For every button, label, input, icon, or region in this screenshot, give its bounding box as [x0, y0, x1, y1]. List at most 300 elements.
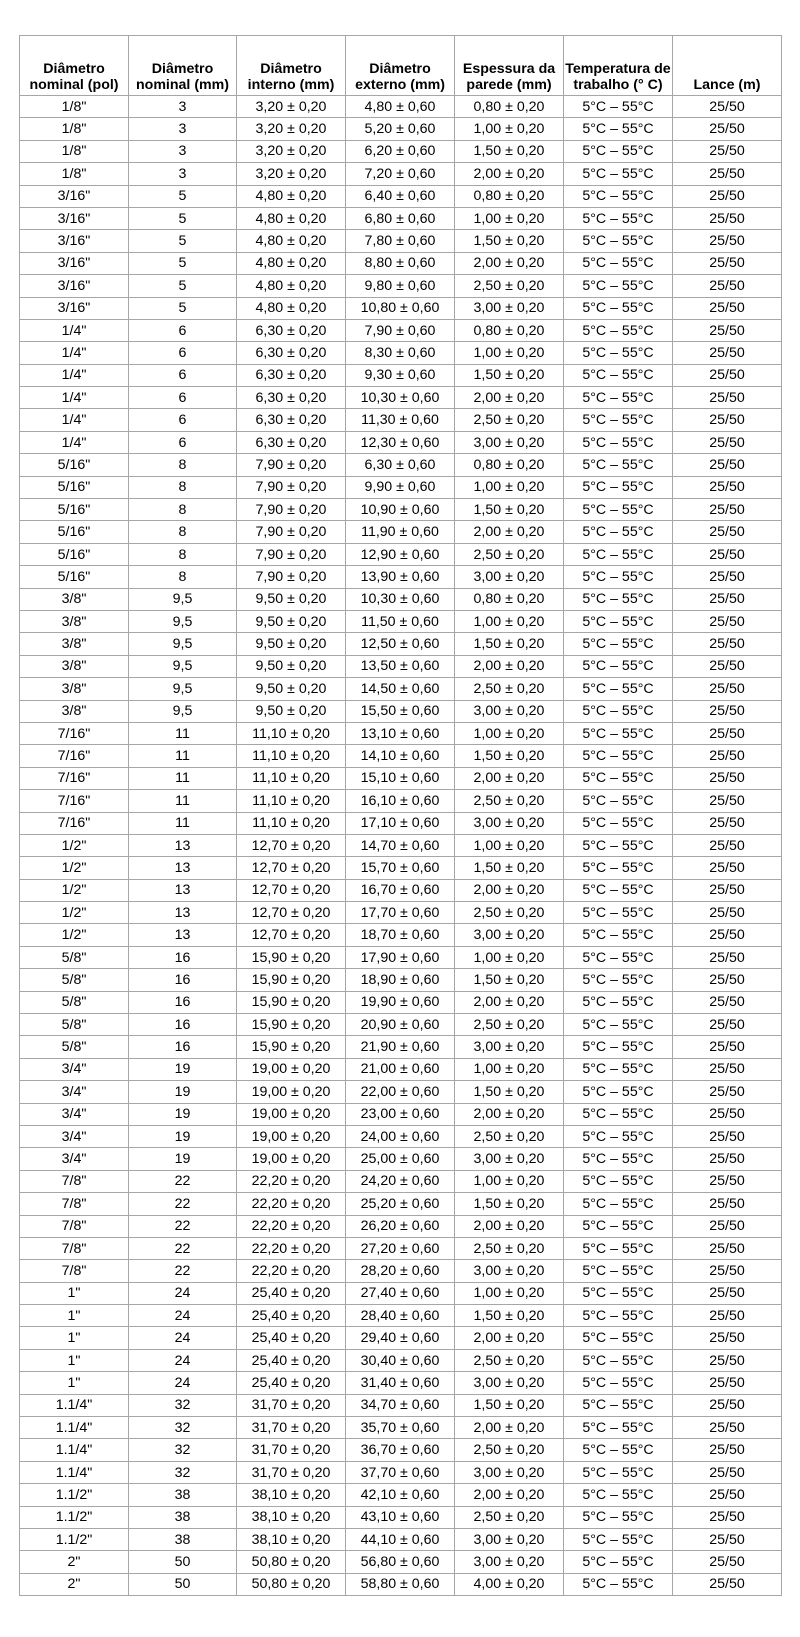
cell-length: 25/50 — [673, 633, 782, 655]
cell-length: 25/50 — [673, 1014, 782, 1036]
cell-nominal-mm: 50 — [129, 1551, 237, 1573]
cell-nominal-mm: 3 — [129, 140, 237, 162]
cell-nominal-mm: 16 — [129, 991, 237, 1013]
cell-inner-diameter: 25,40 ± 0,20 — [237, 1372, 346, 1394]
cell-working-temperature: 5°C – 55°C — [564, 610, 673, 632]
table-row — [20, 1260, 782, 1282]
cell-length: 25/50 — [673, 387, 782, 409]
table-row — [20, 678, 782, 700]
cell-wall-thickness: 1,50 ± 0,20 — [455, 364, 564, 386]
cell-wall-thickness: 2,50 ± 0,20 — [455, 1349, 564, 1371]
cell-outer-diameter: 37,70 ± 0,60 — [346, 1461, 455, 1483]
cell-nominal-mm: 19 — [129, 1058, 237, 1080]
table-row — [20, 319, 782, 341]
cell-working-temperature: 5°C – 55°C — [564, 1148, 673, 1170]
cell-outer-diameter: 26,20 ± 0,60 — [346, 1215, 455, 1237]
cell-wall-thickness: 1,00 ± 0,20 — [455, 1058, 564, 1080]
cell-outer-diameter: 11,90 ± 0,60 — [346, 521, 455, 543]
table-row — [20, 946, 782, 968]
cell-outer-diameter: 25,00 ± 0,60 — [346, 1148, 455, 1170]
cell-length: 25/50 — [673, 118, 782, 140]
cell-nominal-mm: 38 — [129, 1484, 237, 1506]
cell-nominal-mm: 13 — [129, 902, 237, 924]
cell-working-temperature: 5°C – 55°C — [564, 1170, 673, 1192]
cell-working-temperature: 5°C – 55°C — [564, 207, 673, 229]
cell-working-temperature: 5°C – 55°C — [564, 1103, 673, 1125]
cell-inner-diameter: 6,30 ± 0,20 — [237, 342, 346, 364]
cell-nominal-pol: 7/8" — [20, 1237, 129, 1259]
cell-nominal-pol: 3/16" — [20, 207, 129, 229]
cell-inner-diameter: 4,80 ± 0,20 — [237, 252, 346, 274]
cell-nominal-mm: 11 — [129, 767, 237, 789]
cell-inner-diameter: 19,00 ± 0,20 — [237, 1103, 346, 1125]
cell-nominal-mm: 13 — [129, 857, 237, 879]
cell-wall-thickness: 2,00 ± 0,20 — [455, 1327, 564, 1349]
cell-wall-thickness: 2,00 ± 0,20 — [455, 879, 564, 901]
cell-inner-diameter: 25,40 ± 0,20 — [237, 1305, 346, 1327]
table-row — [20, 1461, 782, 1483]
cell-wall-thickness: 2,00 ± 0,20 — [455, 1484, 564, 1506]
cell-nominal-mm: 19 — [129, 1148, 237, 1170]
cell-inner-diameter: 7,90 ± 0,20 — [237, 499, 346, 521]
cell-wall-thickness: 1,00 ± 0,20 — [455, 118, 564, 140]
cell-nominal-mm: 8 — [129, 476, 237, 498]
cell-working-temperature: 5°C – 55°C — [564, 118, 673, 140]
cell-nominal-pol: 3/16" — [20, 297, 129, 319]
cell-nominal-mm: 6 — [129, 364, 237, 386]
cell-length: 25/50 — [673, 499, 782, 521]
table-row — [20, 163, 782, 185]
cell-wall-thickness: 2,50 ± 0,20 — [455, 1125, 564, 1147]
cell-nominal-mm: 6 — [129, 342, 237, 364]
cell-inner-diameter: 9,50 ± 0,20 — [237, 588, 346, 610]
cell-length: 25/50 — [673, 1372, 782, 1394]
cell-outer-diameter: 21,00 ± 0,60 — [346, 1058, 455, 1080]
cell-wall-thickness: 2,00 ± 0,20 — [455, 655, 564, 677]
cell-outer-diameter: 23,00 ± 0,60 — [346, 1103, 455, 1125]
header-nominal-pol: Diâmetro nominal (pol) — [20, 36, 129, 96]
cell-working-temperature: 5°C – 55°C — [564, 409, 673, 431]
cell-length: 25/50 — [673, 431, 782, 453]
cell-inner-diameter: 19,00 ± 0,20 — [237, 1058, 346, 1080]
cell-nominal-pol: 5/16" — [20, 543, 129, 565]
cell-length: 25/50 — [673, 1417, 782, 1439]
cell-nominal-mm: 38 — [129, 1529, 237, 1551]
cell-nominal-mm: 19 — [129, 1125, 237, 1147]
cell-inner-diameter: 38,10 ± 0,20 — [237, 1506, 346, 1528]
cell-length: 25/50 — [673, 1394, 782, 1416]
cell-nominal-mm: 3 — [129, 118, 237, 140]
cell-nominal-mm: 13 — [129, 879, 237, 901]
cell-nominal-pol: 3/8" — [20, 655, 129, 677]
cell-nominal-pol: 3/4" — [20, 1148, 129, 1170]
table-row — [20, 812, 782, 834]
cell-nominal-pol: 3/4" — [20, 1081, 129, 1103]
cell-outer-diameter: 15,70 ± 0,60 — [346, 857, 455, 879]
cell-nominal-pol: 1" — [20, 1282, 129, 1304]
table-row — [20, 297, 782, 319]
cell-length: 25/50 — [673, 1125, 782, 1147]
cell-length: 25/50 — [673, 163, 782, 185]
table-row — [20, 387, 782, 409]
cell-wall-thickness: 1,50 ± 0,20 — [455, 230, 564, 252]
table-row — [20, 1439, 782, 1461]
cell-length: 25/50 — [673, 857, 782, 879]
table-row — [20, 1417, 782, 1439]
cell-wall-thickness: 2,00 ± 0,20 — [455, 163, 564, 185]
cell-outer-diameter: 21,90 ± 0,60 — [346, 1036, 455, 1058]
table-row — [20, 207, 782, 229]
cell-working-temperature: 5°C – 55°C — [564, 969, 673, 991]
cell-wall-thickness: 2,00 ± 0,20 — [455, 767, 564, 789]
cell-wall-thickness: 3,00 ± 0,20 — [455, 1260, 564, 1282]
cell-inner-diameter: 3,20 ± 0,20 — [237, 163, 346, 185]
cell-outer-diameter: 34,70 ± 0,60 — [346, 1394, 455, 1416]
cell-outer-diameter: 13,50 ± 0,60 — [346, 655, 455, 677]
cell-length: 25/50 — [673, 1193, 782, 1215]
cell-length: 25/50 — [673, 610, 782, 632]
cell-wall-thickness: 1,00 ± 0,20 — [455, 834, 564, 856]
cell-nominal-pol: 3/4" — [20, 1125, 129, 1147]
cell-nominal-mm: 16 — [129, 1014, 237, 1036]
cell-nominal-mm: 8 — [129, 499, 237, 521]
cell-outer-diameter: 36,70 ± 0,60 — [346, 1439, 455, 1461]
cell-nominal-pol: 1/4" — [20, 431, 129, 453]
cell-outer-diameter: 28,20 ± 0,60 — [346, 1260, 455, 1282]
cell-length: 25/50 — [673, 1461, 782, 1483]
cell-nominal-mm: 24 — [129, 1372, 237, 1394]
cell-nominal-pol: 1/8" — [20, 163, 129, 185]
cell-length: 25/50 — [673, 1260, 782, 1282]
cell-working-temperature: 5°C – 55°C — [564, 1551, 673, 1573]
cell-inner-diameter: 9,50 ± 0,20 — [237, 610, 346, 632]
cell-working-temperature: 5°C – 55°C — [564, 185, 673, 207]
cell-length: 25/50 — [673, 476, 782, 498]
cell-nominal-mm: 19 — [129, 1081, 237, 1103]
cell-length: 25/50 — [673, 1058, 782, 1080]
cell-nominal-pol: 1" — [20, 1327, 129, 1349]
cell-nominal-mm: 9,5 — [129, 700, 237, 722]
table-row — [20, 1215, 782, 1237]
cell-nominal-mm: 24 — [129, 1349, 237, 1371]
cell-inner-diameter: 15,90 ± 0,20 — [237, 946, 346, 968]
cell-working-temperature: 5°C – 55°C — [564, 1282, 673, 1304]
cell-nominal-mm: 5 — [129, 230, 237, 252]
header-length: Lance (m) — [673, 36, 782, 96]
cell-working-temperature: 5°C – 55°C — [564, 633, 673, 655]
cell-nominal-pol: 3/8" — [20, 700, 129, 722]
cell-working-temperature: 5°C – 55°C — [564, 834, 673, 856]
table-row — [20, 1148, 782, 1170]
cell-inner-diameter: 7,90 ± 0,20 — [237, 454, 346, 476]
table-row — [20, 1081, 782, 1103]
cell-outer-diameter: 18,70 ± 0,60 — [346, 924, 455, 946]
table-row — [20, 364, 782, 386]
header-row — [20, 36, 782, 96]
cell-nominal-mm: 24 — [129, 1327, 237, 1349]
cell-outer-diameter: 7,80 ± 0,60 — [346, 230, 455, 252]
cell-nominal-pol: 5/8" — [20, 991, 129, 1013]
cell-nominal-mm: 19 — [129, 1103, 237, 1125]
cell-length: 25/50 — [673, 207, 782, 229]
cell-wall-thickness: 2,00 ± 0,20 — [455, 252, 564, 274]
cell-nominal-pol: 1/2" — [20, 834, 129, 856]
table-row — [20, 96, 782, 118]
cell-working-temperature: 5°C – 55°C — [564, 790, 673, 812]
cell-working-temperature: 5°C – 55°C — [564, 387, 673, 409]
cell-inner-diameter: 15,90 ± 0,20 — [237, 991, 346, 1013]
cell-nominal-pol: 5/8" — [20, 946, 129, 968]
table-row — [20, 722, 782, 744]
cell-nominal-pol: 5/16" — [20, 499, 129, 521]
cell-working-temperature: 5°C – 55°C — [564, 588, 673, 610]
cell-nominal-mm: 9,5 — [129, 588, 237, 610]
table-body — [20, 96, 782, 1596]
cell-outer-diameter: 27,20 ± 0,60 — [346, 1237, 455, 1259]
cell-outer-diameter: 6,40 ± 0,60 — [346, 185, 455, 207]
cell-working-temperature: 5°C – 55°C — [564, 1014, 673, 1036]
cell-inner-diameter: 22,20 ± 0,20 — [237, 1237, 346, 1259]
cell-nominal-pol: 1/4" — [20, 342, 129, 364]
cell-outer-diameter: 4,80 ± 0,60 — [346, 96, 455, 118]
cell-working-temperature: 5°C – 55°C — [564, 1260, 673, 1282]
cell-working-temperature: 5°C – 55°C — [564, 96, 673, 118]
cell-working-temperature: 5°C – 55°C — [564, 700, 673, 722]
cell-nominal-pol: 5/8" — [20, 1036, 129, 1058]
cell-nominal-pol: 5/16" — [20, 454, 129, 476]
cell-outer-diameter: 25,20 ± 0,60 — [346, 1193, 455, 1215]
cell-nominal-pol: 1/8" — [20, 118, 129, 140]
cell-length: 25/50 — [673, 767, 782, 789]
table-row — [20, 1327, 782, 1349]
cell-nominal-mm: 8 — [129, 454, 237, 476]
table-row — [20, 1237, 782, 1259]
cell-working-temperature: 5°C – 55°C — [564, 1058, 673, 1080]
cell-length: 25/50 — [673, 319, 782, 341]
cell-nominal-mm: 6 — [129, 431, 237, 453]
cell-nominal-mm: 13 — [129, 924, 237, 946]
cell-working-temperature: 5°C – 55°C — [564, 1305, 673, 1327]
cell-wall-thickness: 1,50 ± 0,20 — [455, 1305, 564, 1327]
cell-outer-diameter: 10,90 ± 0,60 — [346, 499, 455, 521]
cell-length: 25/50 — [673, 1170, 782, 1192]
table-row — [20, 1036, 782, 1058]
header-nominal-mm: Diâmetro nominal (mm) — [129, 36, 237, 96]
cell-nominal-mm: 38 — [129, 1506, 237, 1528]
table-row — [20, 566, 782, 588]
cell-inner-diameter: 15,90 ± 0,20 — [237, 1036, 346, 1058]
cell-nominal-mm: 8 — [129, 543, 237, 565]
cell-inner-diameter: 12,70 ± 0,20 — [237, 857, 346, 879]
table-row — [20, 834, 782, 856]
cell-nominal-pol: 7/8" — [20, 1215, 129, 1237]
cell-working-temperature: 5°C – 55°C — [564, 521, 673, 543]
cell-working-temperature: 5°C – 55°C — [564, 431, 673, 453]
cell-length: 25/50 — [673, 1215, 782, 1237]
cell-working-temperature: 5°C – 55°C — [564, 140, 673, 162]
cell-wall-thickness: 2,00 ± 0,20 — [455, 1215, 564, 1237]
cell-wall-thickness: 1,50 ± 0,20 — [455, 140, 564, 162]
cell-outer-diameter: 11,50 ± 0,60 — [346, 610, 455, 632]
header-wall-thickness: Espessura da parede (mm) — [455, 36, 564, 96]
cell-nominal-mm: 8 — [129, 566, 237, 588]
table-row — [20, 745, 782, 767]
cell-inner-diameter: 9,50 ± 0,20 — [237, 700, 346, 722]
cell-length: 25/50 — [673, 1484, 782, 1506]
cell-nominal-pol: 1.1/4" — [20, 1439, 129, 1461]
cell-nominal-mm: 11 — [129, 812, 237, 834]
cell-working-temperature: 5°C – 55°C — [564, 1573, 673, 1595]
cell-wall-thickness: 2,50 ± 0,20 — [455, 1439, 564, 1461]
cell-nominal-mm: 16 — [129, 1036, 237, 1058]
cell-length: 25/50 — [673, 185, 782, 207]
cell-inner-diameter: 19,00 ± 0,20 — [237, 1148, 346, 1170]
table-row — [20, 543, 782, 565]
table-row — [20, 1573, 782, 1595]
table-row — [20, 1349, 782, 1371]
cell-nominal-mm: 8 — [129, 521, 237, 543]
table-row — [20, 902, 782, 924]
cell-wall-thickness: 1,50 ± 0,20 — [455, 1394, 564, 1416]
table-row — [20, 1305, 782, 1327]
cell-wall-thickness: 3,00 ± 0,20 — [455, 1036, 564, 1058]
cell-working-temperature: 5°C – 55°C — [564, 1036, 673, 1058]
cell-inner-diameter: 4,80 ± 0,20 — [237, 297, 346, 319]
table-row — [20, 1394, 782, 1416]
cell-wall-thickness: 3,00 ± 0,20 — [455, 297, 564, 319]
cell-wall-thickness: 3,00 ± 0,20 — [455, 431, 564, 453]
cell-outer-diameter: 17,10 ± 0,60 — [346, 812, 455, 834]
cell-nominal-mm: 5 — [129, 297, 237, 319]
cell-inner-diameter: 7,90 ± 0,20 — [237, 543, 346, 565]
cell-wall-thickness: 3,00 ± 0,20 — [455, 924, 564, 946]
cell-working-temperature: 5°C – 55°C — [564, 1125, 673, 1147]
cell-wall-thickness: 2,00 ± 0,20 — [455, 991, 564, 1013]
table-row — [20, 118, 782, 140]
cell-length: 25/50 — [673, 1506, 782, 1528]
cell-length: 25/50 — [673, 678, 782, 700]
cell-inner-diameter: 15,90 ± 0,20 — [237, 969, 346, 991]
cell-nominal-pol: 3/16" — [20, 185, 129, 207]
cell-wall-thickness: 1,50 ± 0,20 — [455, 499, 564, 521]
cell-length: 25/50 — [673, 1282, 782, 1304]
cell-wall-thickness: 1,00 ± 0,20 — [455, 1282, 564, 1304]
cell-length: 25/50 — [673, 812, 782, 834]
cell-nominal-mm: 11 — [129, 745, 237, 767]
cell-working-temperature: 5°C – 55°C — [564, 454, 673, 476]
table-row — [20, 1125, 782, 1147]
cell-working-temperature: 5°C – 55°C — [564, 1349, 673, 1371]
cell-outer-diameter: 18,90 ± 0,60 — [346, 969, 455, 991]
cell-wall-thickness: 1,50 ± 0,20 — [455, 633, 564, 655]
cell-nominal-pol: 1/2" — [20, 879, 129, 901]
cell-inner-diameter: 6,30 ± 0,20 — [237, 364, 346, 386]
cell-nominal-pol: 1.1/2" — [20, 1529, 129, 1551]
cell-working-temperature: 5°C – 55°C — [564, 1529, 673, 1551]
cell-working-temperature: 5°C – 55°C — [564, 1439, 673, 1461]
cell-nominal-pol: 3/4" — [20, 1058, 129, 1080]
table-row — [20, 1170, 782, 1192]
cell-inner-diameter: 7,90 ± 0,20 — [237, 476, 346, 498]
cell-length: 25/50 — [673, 297, 782, 319]
cell-outer-diameter: 15,50 ± 0,60 — [346, 700, 455, 722]
table-row — [20, 499, 782, 521]
cell-length: 25/50 — [673, 1237, 782, 1259]
cell-wall-thickness: 3,00 ± 0,20 — [455, 1372, 564, 1394]
cell-outer-diameter: 29,40 ± 0,60 — [346, 1327, 455, 1349]
cell-wall-thickness: 1,50 ± 0,20 — [455, 857, 564, 879]
cell-working-temperature: 5°C – 55°C — [564, 342, 673, 364]
table-row — [20, 655, 782, 677]
cell-nominal-pol: 3/8" — [20, 633, 129, 655]
cell-inner-diameter: 4,80 ± 0,20 — [237, 207, 346, 229]
cell-nominal-pol: 1/2" — [20, 902, 129, 924]
cell-inner-diameter: 6,30 ± 0,20 — [237, 431, 346, 453]
cell-wall-thickness: 0,80 ± 0,20 — [455, 185, 564, 207]
cell-wall-thickness: 1,00 ± 0,20 — [455, 946, 564, 968]
cell-length: 25/50 — [673, 879, 782, 901]
cell-working-temperature: 5°C – 55°C — [564, 1237, 673, 1259]
cell-inner-diameter: 19,00 ± 0,20 — [237, 1125, 346, 1147]
cell-inner-diameter: 12,70 ± 0,20 — [237, 834, 346, 856]
cell-nominal-pol: 2" — [20, 1551, 129, 1573]
cell-length: 25/50 — [673, 1305, 782, 1327]
cell-wall-thickness: 2,00 ± 0,20 — [455, 521, 564, 543]
cell-outer-diameter: 13,90 ± 0,60 — [346, 566, 455, 588]
cell-working-temperature: 5°C – 55°C — [564, 364, 673, 386]
cell-length: 25/50 — [673, 275, 782, 297]
cell-nominal-pol: 5/8" — [20, 969, 129, 991]
cell-nominal-pol: 7/8" — [20, 1193, 129, 1215]
cell-inner-diameter: 12,70 ± 0,20 — [237, 902, 346, 924]
cell-outer-diameter: 16,70 ± 0,60 — [346, 879, 455, 901]
cell-length: 25/50 — [673, 252, 782, 274]
cell-length: 25/50 — [673, 96, 782, 118]
cell-wall-thickness: 1,50 ± 0,20 — [455, 1081, 564, 1103]
cell-inner-diameter: 22,20 ± 0,20 — [237, 1193, 346, 1215]
cell-outer-diameter: 7,90 ± 0,60 — [346, 319, 455, 341]
cell-outer-diameter: 30,40 ± 0,60 — [346, 1349, 455, 1371]
cell-outer-diameter: 12,50 ± 0,60 — [346, 633, 455, 655]
cell-outer-diameter: 12,90 ± 0,60 — [346, 543, 455, 565]
cell-wall-thickness: 3,00 ± 0,20 — [455, 1461, 564, 1483]
cell-nominal-mm: 13 — [129, 834, 237, 856]
cell-nominal-pol: 7/16" — [20, 790, 129, 812]
cell-length: 25/50 — [673, 969, 782, 991]
cell-outer-diameter: 24,00 ± 0,60 — [346, 1125, 455, 1147]
table-row — [20, 1484, 782, 1506]
cell-nominal-mm: 11 — [129, 790, 237, 812]
table-row — [20, 790, 782, 812]
cell-wall-thickness: 2,00 ± 0,20 — [455, 387, 564, 409]
cell-wall-thickness: 1,00 ± 0,20 — [455, 610, 564, 632]
table-row — [20, 588, 782, 610]
cell-working-temperature: 5°C – 55°C — [564, 319, 673, 341]
cell-nominal-mm: 11 — [129, 722, 237, 744]
cell-length: 25/50 — [673, 700, 782, 722]
cell-nominal-mm: 9,5 — [129, 633, 237, 655]
cell-length: 25/50 — [673, 790, 782, 812]
cell-nominal-mm: 32 — [129, 1439, 237, 1461]
cell-inner-diameter: 31,70 ± 0,20 — [237, 1394, 346, 1416]
cell-working-temperature: 5°C – 55°C — [564, 1394, 673, 1416]
cell-working-temperature: 5°C – 55°C — [564, 722, 673, 744]
cell-nominal-pol: 7/16" — [20, 812, 129, 834]
cell-wall-thickness: 3,00 ± 0,20 — [455, 1551, 564, 1573]
cell-working-temperature: 5°C – 55°C — [564, 1417, 673, 1439]
cell-wall-thickness: 2,50 ± 0,20 — [455, 902, 564, 924]
cell-nominal-mm: 32 — [129, 1417, 237, 1439]
